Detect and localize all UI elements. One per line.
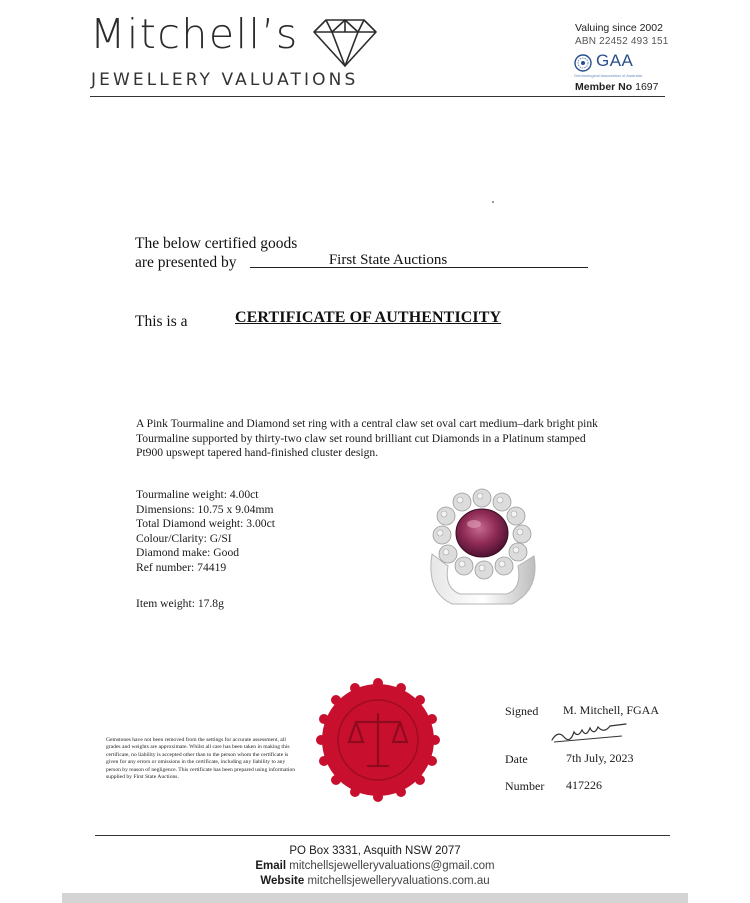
valuing-since: Valuing since 2002 bbox=[575, 22, 663, 34]
this-is-label: This is a bbox=[135, 313, 188, 330]
date-label: Date bbox=[505, 752, 528, 766]
email-link[interactable]: mitchellsjewelleryvaluations@gmail.com bbox=[289, 860, 495, 872]
footer-website bbox=[0, 875, 750, 887]
intro-line-1: The below certified goods bbox=[135, 235, 298, 252]
abn-number: ABN 22452 493 151 bbox=[575, 36, 669, 47]
member-prefix: Member No bbox=[575, 81, 633, 93]
footer-divider bbox=[95, 835, 670, 836]
website-link[interactable]: mitchellsjewelleryvaluations.com.au bbox=[307, 875, 490, 887]
gaa-label: GAA bbox=[596, 51, 634, 70]
spec-list bbox=[136, 488, 275, 576]
member-number bbox=[575, 81, 658, 93]
signed-label: Signed bbox=[505, 704, 539, 718]
disclaimer-text: Gemstones have not been removed from the settings for accurate assessment, all grades and weights are approximate. Whilst all care has been taken in making this certificate, no liability is accepted other than to the person whom the certificate is given for any errors or omissions in the certificate, including any liability to any person by reason of negligence. This certificate has been prepared using information supplied by First State Auctions. bbox=[106, 737, 296, 781]
gaa-seal-icon bbox=[574, 54, 592, 72]
brand-subtitle: JEWELLERY VALUATIONS bbox=[91, 70, 359, 90]
member-value: 1697 bbox=[635, 81, 659, 93]
number-value: 417226 bbox=[566, 778, 602, 792]
signature bbox=[548, 722, 630, 744]
footer-address: PO Box 3331, Asquith NSW 2077 bbox=[289, 845, 461, 857]
item-weight: Item weight: 17.8g bbox=[136, 597, 224, 610]
certificate-title: CERTIFICATE OF AUTHENTICITY bbox=[235, 309, 502, 326]
header-divider bbox=[90, 96, 665, 97]
item-description: A Pink Tourmaline and Diamond set ring with a central claw set oval cart medium–dark bright pink Tourmaline supported by thirty-two claw set round brilliant cut Diamonds in a Platinum stamped Pt900 upswept tapered hand-finished cluster design. bbox=[136, 417, 598, 460]
gaa-caption: Gemmological Association of Australia bbox=[574, 73, 642, 78]
signed-value: M. Mitchell, FGAA bbox=[563, 703, 659, 717]
diamond-logo-icon bbox=[308, 16, 382, 70]
spec-diamond-make: Diamond make: Good bbox=[136, 546, 240, 560]
spec-colour-clarity: Colour/Clarity: G/SI bbox=[136, 531, 232, 545]
spec-ref-number: Ref number: 74419 bbox=[136, 560, 227, 574]
brand-name: Mitchell’s bbox=[90, 10, 299, 58]
intro-line-2: are presented by bbox=[135, 254, 237, 271]
presented-by-value: First State Auctions bbox=[328, 252, 448, 268]
wax-seal-scales-icon bbox=[316, 678, 440, 802]
spec-tourmaline-weight: Tourmaline weight: 4.00ct bbox=[136, 488, 259, 501]
email-label: Email bbox=[255, 860, 287, 872]
date-value: 7th July, 2023 bbox=[566, 751, 634, 765]
presented-by-underline bbox=[250, 267, 588, 268]
number-label: Number bbox=[505, 779, 545, 793]
scan-bottom-bar bbox=[62, 893, 688, 903]
footer-email bbox=[0, 860, 750, 872]
scan-speck bbox=[492, 201, 494, 203]
spec-diamond-weight: Total Diamond weight: 3.00ct bbox=[136, 517, 275, 531]
ring-photo bbox=[418, 480, 546, 608]
website-label: Website bbox=[260, 875, 305, 887]
spec-dimensions: Dimensions: 10.75 x 9.04mm bbox=[136, 502, 274, 516]
